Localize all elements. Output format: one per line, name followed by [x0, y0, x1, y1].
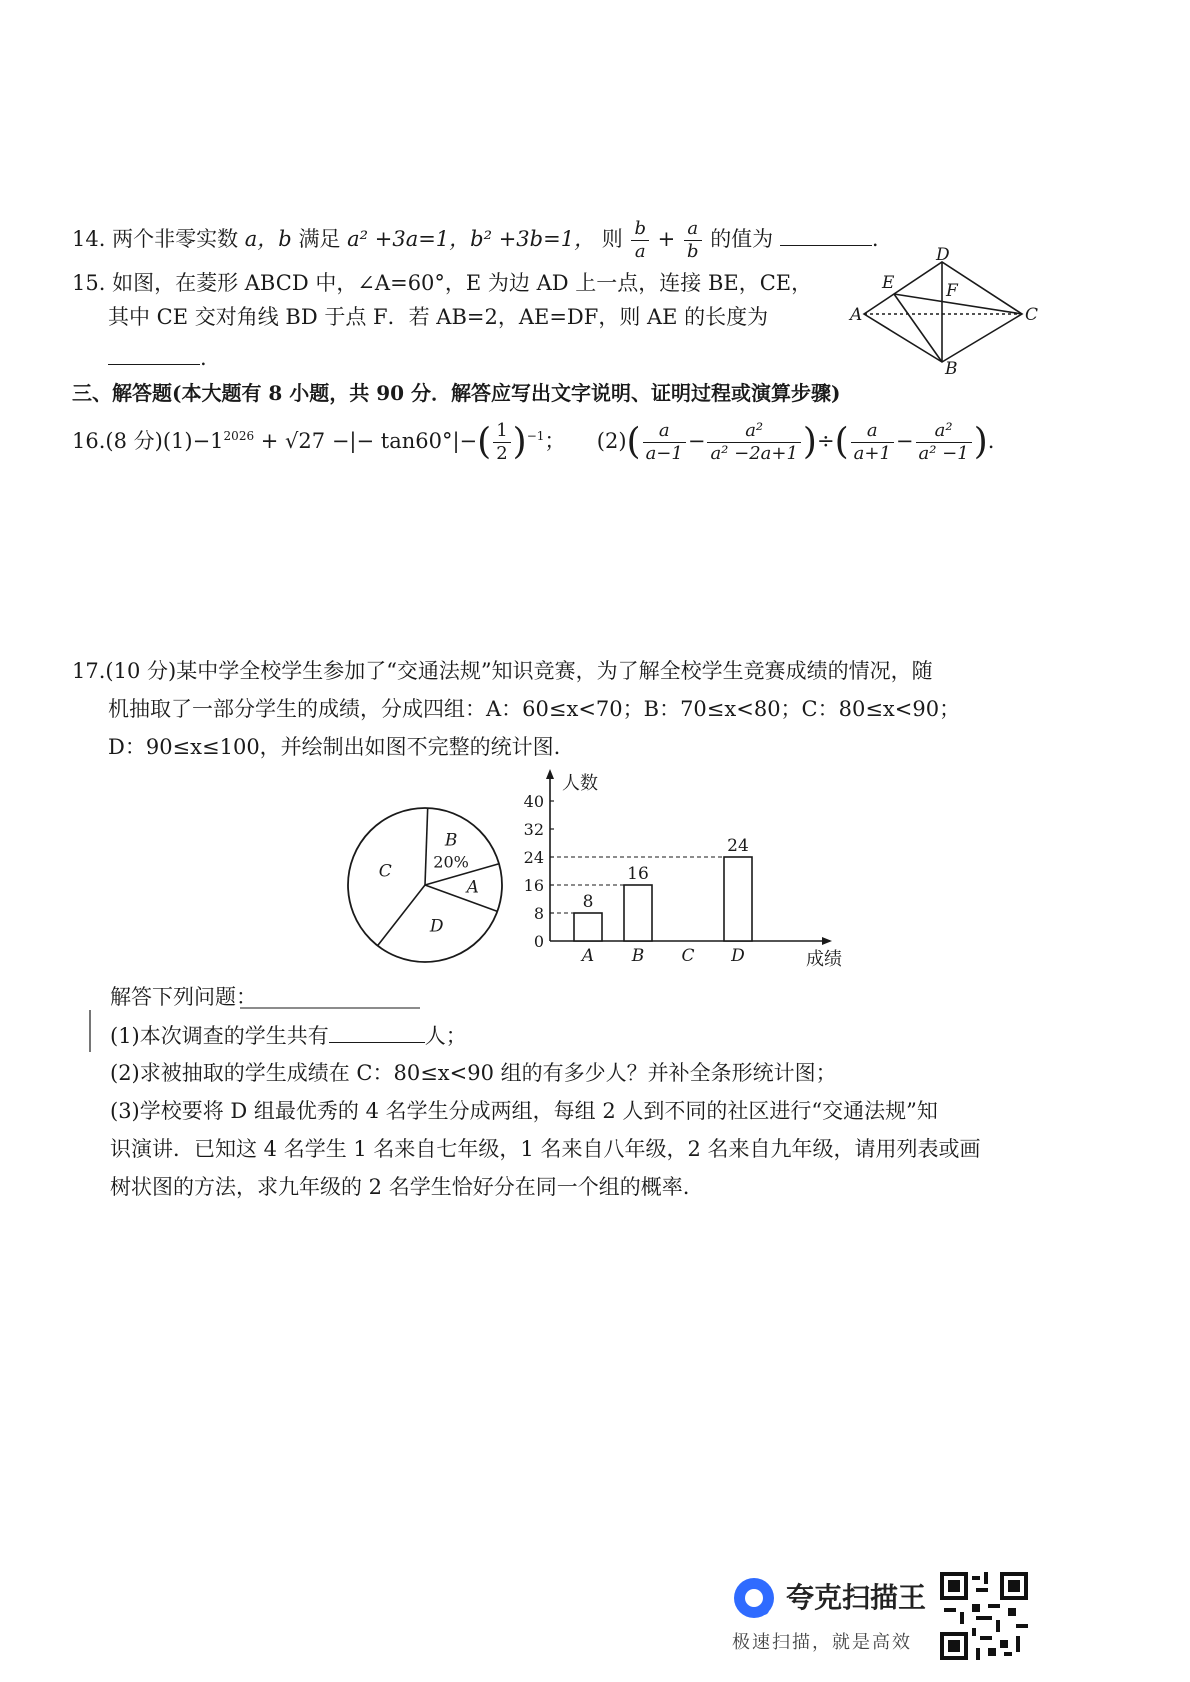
- y-tick-label: 32: [523, 820, 544, 839]
- x-tick-label-c: C: [681, 946, 695, 966]
- question-number: 14.: [72, 227, 106, 251]
- rhombus-figure: [850, 244, 1040, 379]
- label-f: F: [946, 281, 958, 301]
- x-axis-arrow: [822, 937, 832, 945]
- x-tick-label-b: B: [631, 946, 645, 966]
- q16-exponent-neg1: −1: [526, 429, 545, 443]
- paren-close: ): [973, 421, 988, 463]
- q14-equations: a² +3a=1，b² +3b=1，: [347, 227, 596, 251]
- y-tick-label: 40: [523, 792, 544, 811]
- bar-chart: [510, 765, 842, 975]
- minus: −: [687, 429, 706, 453]
- pie-label-b: B: [444, 830, 458, 851]
- q16-points: (8 分): [105, 429, 163, 453]
- bar-value-label-b: 16: [627, 864, 649, 884]
- q14-text-b: 满足: [298, 227, 341, 251]
- question-16: [72, 420, 994, 465]
- x-tick-label-a: A: [581, 946, 595, 966]
- q17-sub-3-line-1: (3)学校要将 D 组最优秀的 4 名学生分成两组，每组 2 人到不同的社区进行“交通法规”知: [110, 1099, 938, 1123]
- bar-d: [724, 857, 752, 941]
- label-e: E: [882, 273, 895, 293]
- paren-open: (: [834, 421, 849, 463]
- bar-b: [624, 885, 652, 941]
- pie-slice-boundary: [425, 808, 428, 885]
- minus: −: [895, 429, 914, 453]
- q14-vars: a，b: [244, 227, 292, 251]
- q14-fraction-1: $\frac{b}{a}$: [631, 218, 649, 263]
- scanner-watermark: [730, 1572, 1050, 1662]
- q17-text-2: 机抽取了一部分学生的成绩，分成四组：A：60≤x<70；B：70≤x<80；C：80≤x<90；: [108, 697, 961, 721]
- answer-prompt: 解答下列问题：: [110, 985, 257, 1009]
- y-tick-label: 24: [523, 848, 544, 867]
- q16-fraction-half: $\frac{1}{2}$: [493, 420, 510, 465]
- label-c: C: [1025, 305, 1039, 325]
- section-3-title: 三、解答题(本大题有 8 小题，共 90 分．解答应写出文字说明、证明过程或演算步骤): [72, 381, 841, 405]
- q16-part1-a: −1: [192, 429, 224, 453]
- q14-fraction-2: $\frac{a}{b}$: [684, 218, 702, 263]
- question-15-line-1: [72, 268, 812, 298]
- answer-blank[interactable]: [780, 223, 872, 246]
- q17-text-1: (10 分)某中学全校学生参加了“交通法规”知识竞赛，为了解全校学生竞赛成绩的情况，随: [105, 659, 933, 683]
- q17-sub-1: [110, 1020, 467, 1051]
- paren-close: ): [512, 421, 527, 463]
- label-a: A: [850, 305, 863, 325]
- q14-text-a: 两个非零实数: [112, 227, 239, 251]
- paren-open: (: [477, 421, 492, 463]
- question-number: 15.: [72, 271, 106, 295]
- question-number: 16.: [72, 429, 106, 453]
- q16-end: .: [987, 429, 995, 453]
- q16-part2-label: (2): [596, 429, 627, 453]
- question-14: [72, 218, 879, 263]
- q17-sub-3-line-3: 树状图的方法，求九年级的 2 名学生恰好分在同一个组的概率.: [110, 1175, 690, 1199]
- x-tick-label-d: D: [731, 946, 745, 966]
- pie-slice-boundary: [378, 885, 425, 946]
- question-17-line-3: [108, 732, 560, 762]
- brand-name: 夸克扫描王: [786, 1581, 927, 1614]
- paren-open: (: [626, 421, 641, 463]
- bar-a: [574, 913, 602, 941]
- q16-fraction-1: $\frac{a}{a-1}$: [643, 420, 686, 465]
- answer-blank[interactable]: [329, 1020, 425, 1043]
- question-15-line-3: [108, 342, 207, 373]
- pie-label-d: D: [429, 916, 444, 937]
- q16-fraction-4: $\frac{\text{a²}}{\text{a² −1}}$: [916, 420, 972, 465]
- q16-exponent: 2026: [223, 429, 255, 443]
- paren-close: ): [802, 421, 817, 463]
- q16-part1-label: (1): [162, 429, 193, 453]
- pie-label-a: A: [466, 877, 479, 898]
- question-17-line-1: [72, 656, 933, 686]
- q16-fraction-3: $\frac{a}{a+1}$: [851, 420, 894, 465]
- divide: ÷: [816, 429, 835, 453]
- q17-sub1-text-b: 人；: [424, 1024, 467, 1048]
- pie-slice-boundary: [425, 885, 497, 911]
- y-axis-label: 人数: [562, 773, 598, 794]
- qr-code-icon: [940, 1572, 1028, 1660]
- q15-text-2: 其中 CE 交对角线 BD 于点 F．若 AB=2，AE=DF，则 AE 的长度为: [108, 305, 769, 329]
- scanner-logo-icon: [730, 1574, 778, 1622]
- x-axis-label: 成绩: [806, 949, 842, 970]
- y-tick-label: 0: [533, 932, 544, 951]
- q14-plus: +: [657, 227, 676, 251]
- pie-label-c: C: [378, 861, 392, 882]
- q14-end: .: [871, 227, 879, 251]
- q17-sub-3-line-2: 识演讲．已知这 4 名学生 1 名来自七年级，1 名来自八年级，2 名来自九年级，请用列表或画: [110, 1137, 981, 1161]
- q17-sub1-text-a: (1)本次调查的学生共有: [110, 1024, 329, 1048]
- q14-text-c: 则: [601, 227, 623, 251]
- label-b: B: [945, 359, 958, 379]
- q17-sub-2: (2)求被抽取的学生成绩在 C：80≤x<90 组的有多少人？并补全条形统计图；: [110, 1061, 837, 1085]
- bar-value-label-d: 24: [727, 836, 749, 856]
- q16-fraction-2: $\frac{\text{a²}}{\text{a² −2a+1}}$: [707, 420, 800, 465]
- q14-text-d: 的值为: [710, 227, 774, 251]
- q15-text-1: 如图，在菱形 ABCD 中，∠A=60°，E 为边 AD 上一点，连接 BE，CE，: [112, 271, 813, 295]
- label-d: D: [936, 245, 950, 265]
- y-tick-label: 8: [533, 904, 544, 923]
- y-tick-label: 16: [523, 876, 544, 895]
- answer-blank[interactable]: [108, 342, 200, 365]
- q16-part1-b: + √27 −|− tan60°|−: [260, 429, 478, 453]
- q15-end: .: [200, 346, 207, 370]
- bar-value-label-a: 8: [582, 892, 594, 912]
- question-number: 17.: [72, 659, 106, 683]
- pie-percent-b: 20%: [433, 852, 469, 872]
- q16-separator: ；: [544, 429, 566, 453]
- q17-text-3: D：90≤x≤100，并绘制出如图不完整的统计图.: [108, 735, 561, 759]
- brand-slogan: 极速扫描，就是高效: [732, 1632, 912, 1653]
- question-15-line-2: [108, 302, 768, 332]
- question-17-line-2: [108, 694, 960, 724]
- pie-chart: [340, 800, 510, 970]
- y-axis-arrow: [546, 769, 554, 779]
